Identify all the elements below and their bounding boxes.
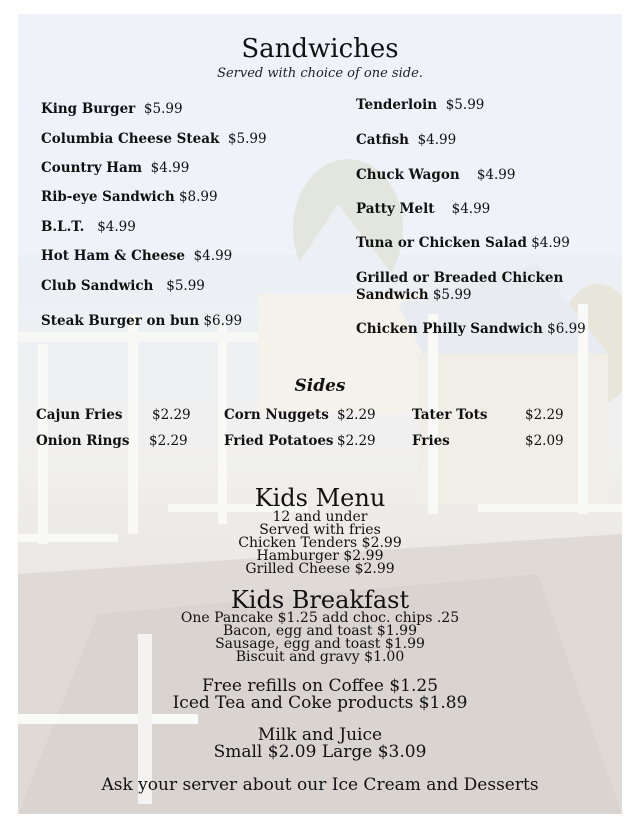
menu-item bbox=[41, 278, 205, 294]
sandwiches-subtitle: Served with choice of one side. bbox=[217, 66, 423, 81]
drinks-line: Milk and Juice bbox=[257, 725, 383, 745]
item-price: $5.99 bbox=[143, 101, 183, 117]
side-price: $2.29 bbox=[337, 433, 376, 449]
item-name: B.L.T. bbox=[41, 219, 85, 235]
menu-item bbox=[356, 132, 456, 148]
kids-breakfast-line: Sausage, egg and toast $1.99 bbox=[215, 636, 425, 652]
side-price: $2.29 bbox=[337, 407, 376, 423]
menu-item bbox=[41, 313, 242, 329]
kids-breakfast-line: Biscuit and gravy $1.00 bbox=[235, 649, 405, 665]
drinks-line: Free refills on Coffee $1.25 bbox=[201, 676, 439, 696]
item-name: Tenderloin bbox=[356, 97, 438, 113]
side-price: $2.29 bbox=[152, 407, 191, 423]
item-price: $8.99 bbox=[178, 189, 218, 205]
menu-item bbox=[356, 321, 586, 337]
kids-menu-title: Kids Menu bbox=[254, 484, 386, 512]
sandwiches-title: Sandwiches bbox=[241, 34, 399, 64]
item-name: Catfish bbox=[356, 132, 409, 148]
item-price: $4.99 bbox=[417, 132, 457, 148]
item-price: $5.99 bbox=[227, 131, 267, 147]
menu-item bbox=[356, 167, 515, 183]
item-price: $5.99 bbox=[445, 97, 485, 113]
side-price: $2.29 bbox=[525, 407, 564, 423]
item-name: Grilled or Breaded Chicken bbox=[356, 270, 564, 286]
drinks-line: Small $2.09 Large $3.09 bbox=[213, 742, 427, 762]
side-name: Fried Potatoes bbox=[224, 433, 334, 449]
side-price: $2.09 bbox=[525, 433, 564, 449]
side-name: Onion Rings bbox=[36, 433, 130, 449]
item-name: Chuck Wagon bbox=[356, 167, 460, 183]
item-price: $4.99 bbox=[150, 160, 190, 176]
kids-breakfast-line: Bacon, egg and toast $1.99 bbox=[223, 623, 417, 639]
item-name: King Burger bbox=[41, 101, 136, 117]
item-name: Sandwich bbox=[356, 287, 429, 303]
menu-item bbox=[41, 219, 136, 235]
kids-menu-line: Chicken Tenders $2.99 bbox=[238, 535, 402, 551]
side-name: Cajun Fries bbox=[36, 407, 123, 423]
item-name: Patty Melt bbox=[356, 201, 435, 217]
item-name: Columbia Cheese Steak bbox=[41, 131, 220, 147]
menu-item bbox=[41, 131, 267, 147]
side-price: $2.29 bbox=[149, 433, 188, 449]
item-price: $4.99 bbox=[476, 167, 516, 183]
sides-title: Sides bbox=[294, 376, 346, 396]
item-price: $6.99 bbox=[547, 321, 586, 337]
item-price: $5.99 bbox=[166, 278, 205, 294]
menu-item bbox=[41, 160, 189, 176]
item-price: $4.99 bbox=[451, 201, 491, 217]
side-name: Corn Nuggets bbox=[224, 407, 329, 423]
kids-breakfast-line: One Pancake $1.25 add choc. chips .25 bbox=[180, 610, 460, 626]
menu-item bbox=[356, 270, 563, 286]
item-name: Country Ham bbox=[41, 160, 143, 176]
item-price: $4.99 bbox=[531, 235, 570, 251]
side-name: Tater Tots bbox=[412, 407, 488, 423]
kids-breakfast-title: Kids Breakfast bbox=[230, 586, 410, 614]
menu-item bbox=[41, 248, 232, 264]
kids-menu-line: Grilled Cheese $2.99 bbox=[245, 561, 395, 577]
menu-item bbox=[356, 287, 472, 303]
menu-item bbox=[356, 235, 570, 251]
menu-item bbox=[41, 189, 218, 205]
menu-item bbox=[41, 101, 183, 117]
drinks-line: Iced Tea and Coke products $1.89 bbox=[172, 693, 468, 713]
footer-note: Ask your server about our Ice Cream and Desserts bbox=[101, 775, 539, 795]
side-name: Fries bbox=[412, 433, 450, 449]
item-name: Club Sandwich bbox=[41, 278, 154, 294]
item-price: $4.99 bbox=[97, 219, 136, 235]
kids-menu-line: Hamburger $2.99 bbox=[256, 548, 384, 564]
kids-menu-line: 12 and under bbox=[272, 509, 368, 525]
item-price: $4.99 bbox=[193, 248, 233, 264]
kids-menu-line: Served with fries bbox=[259, 522, 381, 538]
menu-item bbox=[356, 201, 490, 217]
item-name: Hot Ham & Cheese bbox=[41, 248, 185, 264]
item-name: Tuna or Chicken Salad bbox=[356, 235, 527, 251]
item-name: Rib-eye Sandwich bbox=[41, 189, 175, 205]
item-price: $6.99 bbox=[203, 313, 243, 329]
item-name: Chicken Philly Sandwich bbox=[356, 321, 543, 337]
menu-item bbox=[356, 97, 484, 113]
item-price: $5.99 bbox=[432, 287, 472, 303]
item-name: Steak Burger on bun bbox=[41, 313, 200, 329]
